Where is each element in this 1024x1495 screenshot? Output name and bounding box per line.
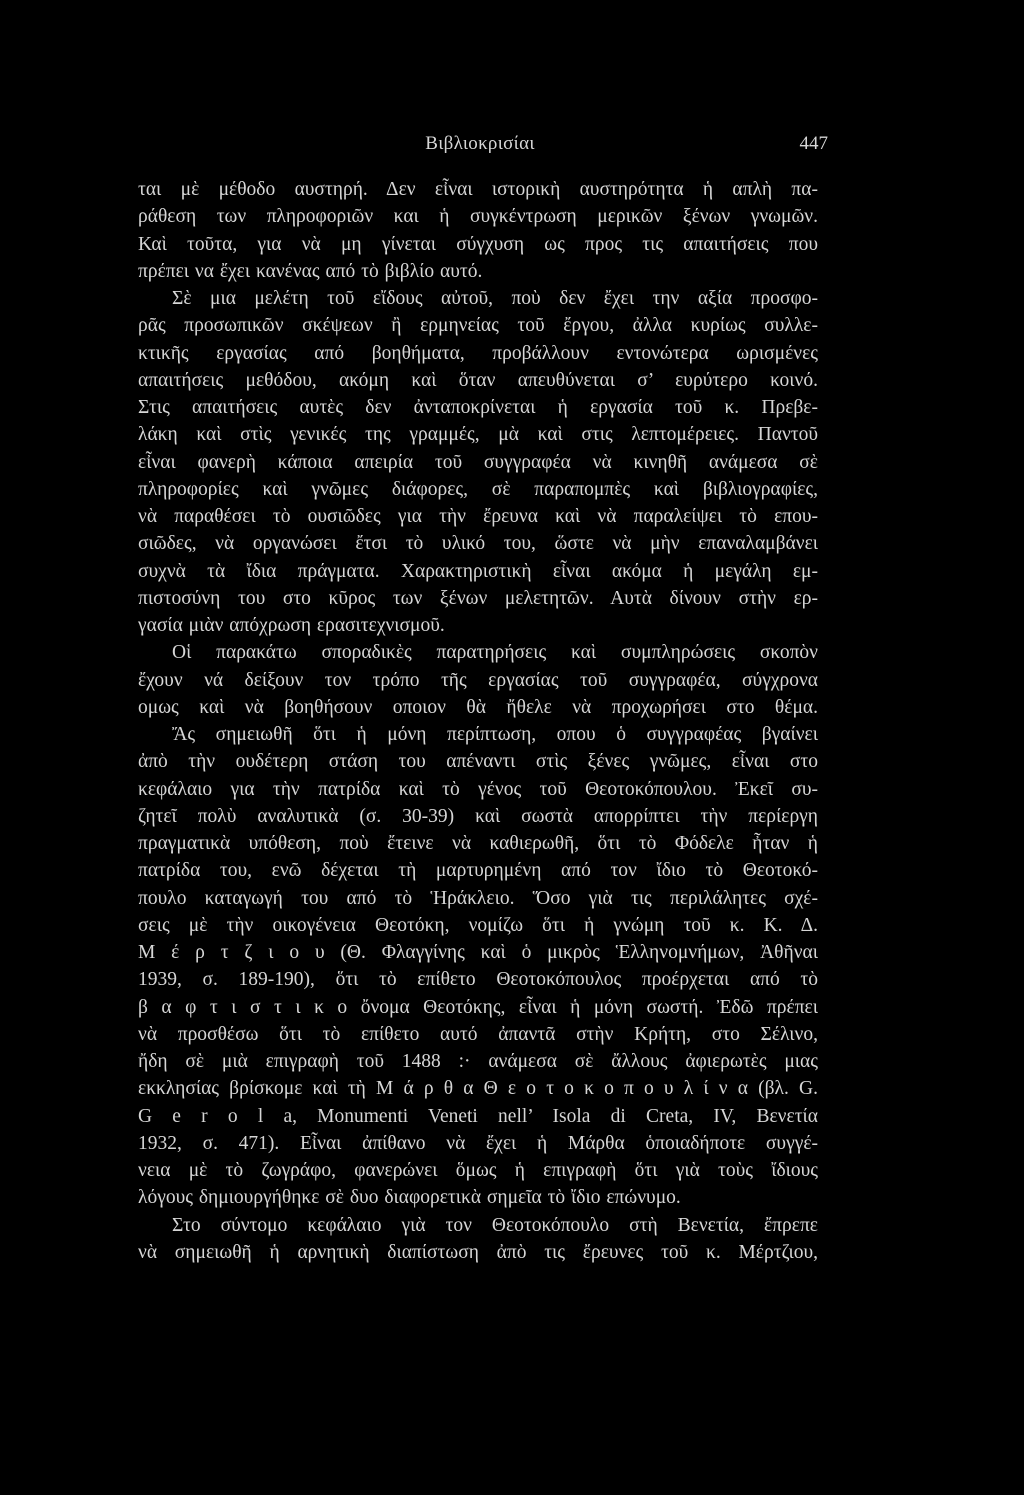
text-line: κτικῆς εργασίας από βοηθήματα, προβάλλουν εντονώτερα ωρισμένες xyxy=(138,342,818,364)
text-line: 1932, σ. 471). Εἶναι ἀπίθανο νὰ ἔχει ἡ Μάρθα ὁποιαδήποτε συγγέ- xyxy=(138,1132,818,1154)
text-line: Σὲ μια μελέτη τοῦ εἴδους αὐτοῦ, ποὺ δεν ἔχει την αξία προσφο- xyxy=(172,288,818,309)
text-line: ρᾶς προσωπικῶν σκέψεων ἢ ερμηνείας τοῦ ἔργου, ἀλλα κυρίως συλλε- xyxy=(138,315,818,337)
text-line: Καὶ τοῦτα, για νὰ μη γίνεται σύγχυση ως προς τις απαιτήσεις που xyxy=(138,233,818,255)
text-line: ται μὲ μέθοδο αυστηρή. Δεν εἶναι ιστορικὴ αυστηρότητα ἡ απλὴ πα- xyxy=(138,179,818,200)
text-line: Στις απαιτήσεις αυτὲς δεν ἀνταποκρίνεται ἡ εργασία τοῦ κ. Πρεβε- xyxy=(138,397,818,418)
text-line: ζητεῖ πολὺ αναλυτικὰ (σ. 30-39) καὶ σωστὰ απορρίπτει τὴν περίεργη xyxy=(138,805,818,827)
text-line: G e r o l a, Monumenti Veneti nell’ Isola di Creta, IV, Βενετία xyxy=(138,1105,818,1127)
text-line: πληροφορίες καὶ γνῶμες διάφορες, σὲ παραπομπὲς καὶ βιβλιογραφίες, xyxy=(138,478,818,500)
text-line: σιῶδες, νὰ οργανώσει ἔτσι τὸ υλικό του, ὥστε νὰ μὴν επαναλαμβάνει xyxy=(138,533,818,555)
text-line: ράθεση των πληροφοριῶν και ἡ συγκέντρωση μερικῶν ξένων γνωμῶν. xyxy=(138,206,818,228)
text-line: Μ έ ρ τ ζ ι ο υ (Θ. Φλαγγίνης καὶ ὁ μικρὸς Ἑλληνομνήμων, Ἀθῆναι xyxy=(138,942,818,963)
body-text xyxy=(138,176,818,1266)
text-line: πρέπει να ἔχει κανένας από τὸ βιβλίο αυτό. xyxy=(138,260,483,282)
running-head xyxy=(140,133,828,157)
text-line: νὰ προσθέσω ὅτι τὸ επίθετο αυτό ἀπαντᾶ στὴν Κρήτη, στο Σέλινο, xyxy=(138,1023,818,1045)
text-line: ἀπὸ τὴν ουδέτερη στάση του απέναντι στὶς ξένες γνῶμες, εἶναι στο xyxy=(138,751,818,773)
text-line: ομως καὶ νὰ βοηθήσουν οποιον θὰ ἤθελε νὰ προχωρήσει στο θέμα. xyxy=(138,696,818,718)
text-line: πατρίδα του, ενῶ δέχεται τὴ μαρτυρημένη από τον ἴδιο τὸ Θεοτοκό- xyxy=(138,860,818,882)
text-line: Στο σύντομο κεφάλαιο γιὰ τον Θεοτοκόπουλο στὴ Βενετία, ἔπρεπε xyxy=(172,1214,818,1236)
text-line: νὰ σημειωθῆ ἡ αρνητικὴ διαπίστωση ἀπὸ τις ἔρευνες τοῦ κ. Μέρτζιου, xyxy=(138,1241,818,1263)
text-line: κεφάλαιο για τὴν πατρίδα καὶ τὸ γένος τοῦ Θεοτοκόπουλου. Ἐκεῖ συ- xyxy=(138,778,818,800)
text-line: πραγματικὰ υπόθεση, ποὺ ἔτεινε νὰ καθιερωθῆ, ὅτι τὸ Φόδελε ἦταν ἡ xyxy=(138,833,818,854)
text-line: απαιτήσεις μεθόδου, ακόμη καὶ ὅταν απευθύνεται σ’ ευρύτερο κοινό. xyxy=(138,369,818,391)
page-number: 447 xyxy=(799,133,828,154)
text-line: γασία μιὰν απόχρωση ερασιτεχνισμοῦ. xyxy=(138,615,445,636)
text-line: πιστοσύνη του στο κῦρος των ξένων μελετητῶν. Αυτὰ δίνουν στὴν ερ- xyxy=(138,587,818,609)
text-line: νὰ παραθέσει τὸ ουσιῶδες για τὴν ἔρευνα καὶ νὰ παραλείψει τὸ επου- xyxy=(138,506,818,527)
text-line: πουλο καταγωγή του από τὸ Ἡράκλειο. Ὅσο γιὰ τις περιλάλητες σχέ- xyxy=(138,887,818,909)
text-line: λάκη καὶ στὶς γενικές της γραμμές, μὰ καὶ στις λεπτομέρειες. Παντοῦ xyxy=(138,424,818,446)
text-line: β α φ τ ι σ τ ι κ ο ὄνομα Θεοτόκης, εἶναι ἡ μόνη σωστή. Ἐδῶ πρέπει xyxy=(138,996,818,1018)
text-line: 1939, σ. 189-190), ὅτι τὸ επίθετο Θεοτοκόπουλος προέρχεται από τὸ xyxy=(138,969,818,991)
text-line: Ἄς σημειωθῆ ὅτι ἡ μόνη περίπτωση, οπου ὁ συγγραφέας βγαίνει xyxy=(172,724,818,745)
text-line: λόγους δημιουργήθηκε σὲ δυο διαφορετικὰ σημεῖα τὸ ἴδιο επώνυμο. xyxy=(138,1187,681,1209)
text-line: σεις μὲ τὴν οικογένεια Θεοτόκη, νομίζω ὅτι ἡ γνώμη τοῦ κ. Κ. Δ. xyxy=(138,914,818,936)
text-line: νεια μὲ τὸ ζωγράφο, φανερώνει ὅμως ἡ επιγραφὴ ὅτι γιὰ τοὺς ἴδιους xyxy=(138,1160,818,1181)
text-line: ἔχουν νά δείξουν τον τρόπο τῆς εργασίας τοῦ συγγραφέα, σύγχρονα xyxy=(138,669,818,691)
running-title: Βιβλιοκρισίαι xyxy=(425,133,535,154)
text-line: Οἱ παρακάτω σποραδικὲς παρατηρήσεις καὶ συμπληρώσεις σκοπὸν xyxy=(172,642,818,664)
text-line: εἶναι φανερὴ κάποια απειρία τοῦ συγγραφέα νὰ κινηθῆ ανάμεσα σὲ xyxy=(138,451,818,473)
text-line: ἤδη σὲ μιὰ επιγραφὴ τοῦ 1488 :· ανάμεσα σὲ ἄλλους ἀφιερωτὲς μιας xyxy=(138,1051,818,1072)
text-line: συχνὰ τὰ ἴδια πράγματα. Χαρακτηριστικὴ εἶναι ακόμα ἡ μεγάλη εμ- xyxy=(138,560,818,582)
text-line: εκκλησίας βρίσκομε καὶ τὴ Μ ά ρ θ α Θ ε ο τ ο κ ο π ο υ λ ί ν α (βλ. G. xyxy=(138,1078,818,1100)
